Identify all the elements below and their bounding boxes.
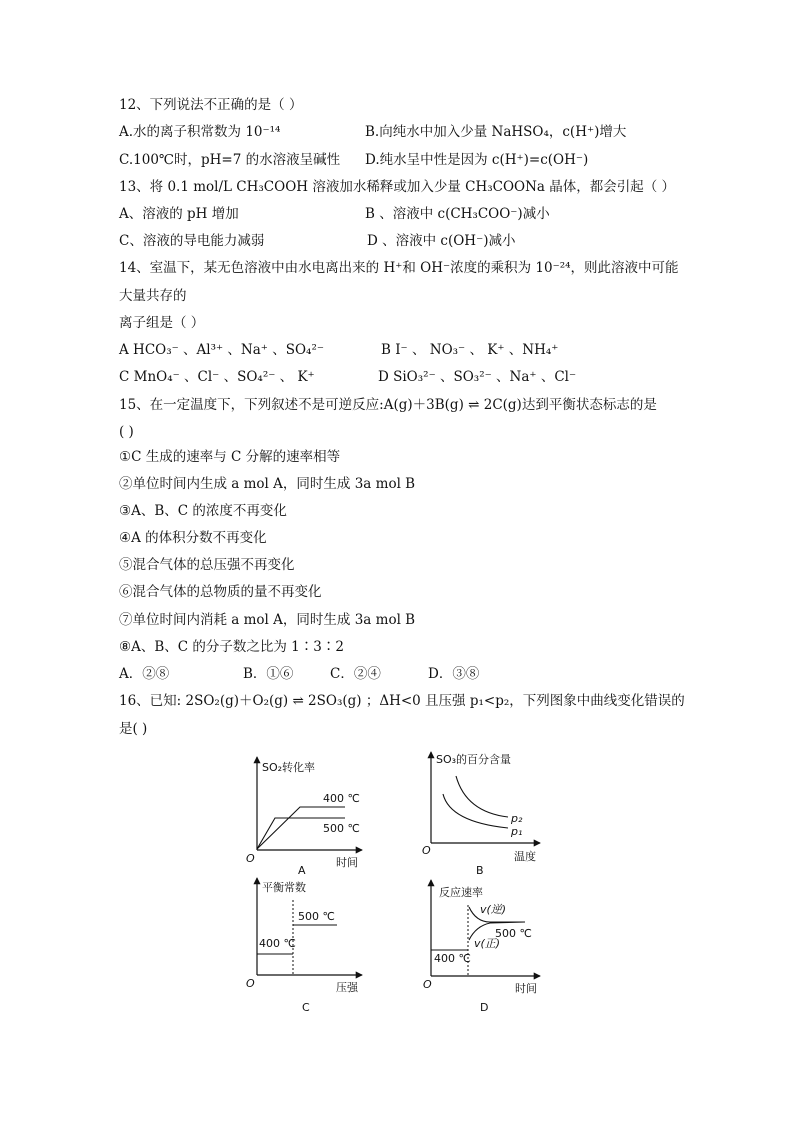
graph-a <box>246 757 362 877</box>
graph-c-caption: C <box>302 1001 310 1014</box>
graph-a-line-500 <box>257 818 345 849</box>
graph-a-label-500: 500 ℃ <box>323 822 360 835</box>
graph-b-label-p2: p₂ <box>511 812 523 825</box>
q14-stem-line2: 大量共存的 <box>119 288 187 304</box>
q12-option-b: B.向纯水中加入少量 NaHSO₄，c(H⁺)增大 <box>365 124 627 140</box>
q15-item-1: ①C 生成的速率与 C 分解的速率相等 <box>119 449 341 465</box>
q15-item-8: ⑧A、B、C 的分子数之比为 1∶3∶2 <box>119 639 344 655</box>
graph-d-label-400: 400 ℃ <box>434 952 471 965</box>
graph-d-curve-forward <box>469 922 525 940</box>
q14-option-c: C MnO₄⁻ 、Cl⁻ 、SO₄²⁻ 、 K⁺ <box>119 369 315 385</box>
q13-option-d: D 、溶液中 c(OH⁻)减小 <box>367 233 516 249</box>
q12-option-a: A.水的离子积常数为 10⁻¹⁴ <box>119 124 281 140</box>
q15-item-6: ⑥混合气体的总物质的量不再变化 <box>119 584 322 600</box>
q15-item-7: ⑦单位时间内消耗 a mol A，同时生成 3a mol B <box>119 612 416 628</box>
q14-stem-line3: 离子组是（ ） <box>119 315 205 331</box>
q13-option-b: B 、溶液中 c(CH₃COO⁻)减小 <box>365 206 550 222</box>
graph-c-label-400: 400 ℃ <box>259 937 296 950</box>
graph-c-label-500: 500 ℃ <box>298 910 335 923</box>
graph-b-label-p1: p₁ <box>511 825 523 838</box>
q12-stem: 12、下列说法不正确的是（ ） <box>119 97 303 113</box>
q14-option-a: A HCO₃⁻ 、Al³⁺ 、Na⁺ 、SO₄²⁻ <box>119 342 324 358</box>
q14-option-d: D SiO₃²⁻ 、SO₃²⁻ 、Na⁺ 、Cl⁻ <box>378 369 577 385</box>
graph-d-xlabel: 时间 <box>515 982 537 995</box>
graph-a-ylabel: SO₂转化率 <box>262 761 316 774</box>
q15-item-5: ⑤混合气体的总压强不再变化 <box>119 557 295 573</box>
graph-b-xlabel: 温度 <box>514 850 536 863</box>
q15-option-d: D．③⑧ <box>428 666 480 682</box>
q13-option-a: A、溶液的 pH 增加 <box>119 206 239 222</box>
graph-a-origin: O <box>246 852 255 865</box>
graph-d-label-500: 500 ℃ <box>495 927 532 940</box>
q14-stem-line1: 14、室温下，某无色溶液中由水电离出来的 H⁺和 OH⁻浓度的乘积为 10⁻²⁴，则此溶液中可能 <box>119 260 679 276</box>
q13-option-c: C、溶液的导电能力减弱 <box>119 233 265 249</box>
graph-d-caption: D <box>480 1001 489 1014</box>
graph-d-label-reverse: v(逆) <box>480 903 507 916</box>
graph-a-xlabel: 时间 <box>336 856 358 869</box>
graph-b-caption: B <box>476 864 484 877</box>
graph-d-origin: O <box>423 978 432 991</box>
graph-d <box>423 880 540 1014</box>
q16-stem-line1: 16、已知: 2SO₂(g)＋O₂(g) ⇌ 2SO₃(g) ；ΔH<0 且压强 p₁<p₂，下列图象中曲线变化错误的 <box>119 693 685 709</box>
graph-a-caption: A <box>298 864 306 877</box>
graph-d-label-forward: v(正) <box>474 937 501 950</box>
q15-option-a: A．②⑧ <box>119 666 170 682</box>
q12-option-d: D.纯水呈中性是因为 c(H⁺)=c(OH⁻) <box>365 152 589 168</box>
q15-stem-line2: ( ) <box>119 424 134 440</box>
q12-option-c: C.100℃时，pH=7 的水溶液呈碱性 <box>119 152 341 168</box>
q13-stem: 13、将 0.1 mol/L CH₃COOH 溶液加水稀释或加入少量 CH₃COONa 晶体，都会引起（ ） <box>119 179 676 195</box>
graph-a-label-400: 400 ℃ <box>323 792 360 805</box>
q15-option-c: C．②④ <box>330 666 381 682</box>
graph-a-line-400 <box>257 807 345 849</box>
q16-stem-line2: 是( ) <box>119 721 148 737</box>
graph-c-origin: O <box>246 977 255 990</box>
graph-c-ylabel: 平衡常数 <box>262 881 306 894</box>
graph-b <box>422 752 540 877</box>
graph-b-curve-p1 <box>443 794 508 828</box>
graph-d-ylabel: 反应速率 <box>439 886 483 899</box>
graph-b-ylabel: SO₃的百分含量 <box>436 753 512 766</box>
graph-d-curve-reverse <box>469 907 525 922</box>
graph-b-origin: O <box>422 844 431 857</box>
q15-item-3: ③A、B、C 的浓度不再变化 <box>119 503 287 519</box>
graph-c <box>246 878 362 1014</box>
q14-option-b: B I⁻ 、 NO₃⁻ 、 K⁺ 、NH₄⁺ <box>381 342 559 358</box>
graph-b-curve-p2 <box>456 776 508 817</box>
graph-c-xlabel: 压强 <box>336 981 358 994</box>
q15-item-2: ②单位时间内生成 a mol A，同时生成 3a mol B <box>119 476 416 492</box>
q15-item-4: ④A 的体积分数不再变化 <box>119 530 267 546</box>
q15-stem-line1: 15、在一定温度下，下列叙述不是可逆反应:A(g)＋3B(g) ⇌ 2C(g)达到平衡状态标志的是 <box>119 397 657 413</box>
q15-option-b: B．①⑥ <box>243 666 294 682</box>
